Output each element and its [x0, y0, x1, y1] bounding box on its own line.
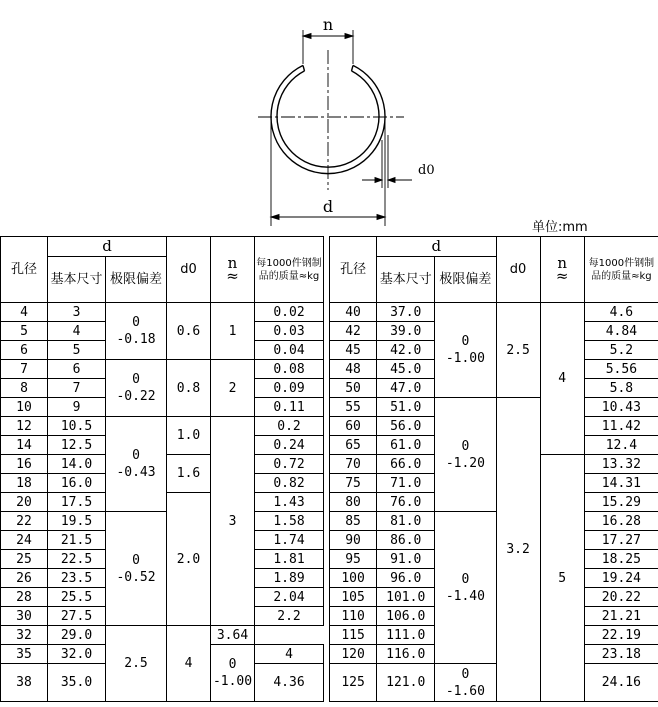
n-arrow-left — [303, 34, 311, 39]
hole-cell: 16 — [1, 455, 48, 474]
hole-cell: 40 — [330, 303, 377, 322]
hole-cell: 45 — [330, 341, 377, 360]
tolerance-cell: 0 -1.20 — [435, 398, 496, 512]
hole-cell: 7 — [1, 360, 48, 379]
ring-end-left — [303, 65, 305, 71]
basic-size-cell: 81.0 — [377, 512, 435, 531]
tolerance-cell: 0 -0.43 — [106, 417, 167, 512]
tolerance-cell: 0 -1.60 — [435, 664, 496, 702]
basic-size-cell: 42.0 — [377, 341, 435, 360]
mass-cell: 2.2 — [255, 607, 324, 626]
mass-cell: 5.2 — [584, 341, 658, 360]
mass-cell: 24.16 — [584, 664, 658, 702]
basic-size-cell: 29.0 — [48, 626, 106, 645]
mass-cell: 21.21 — [584, 607, 658, 626]
mass-cell: 0.11 — [255, 398, 324, 417]
d0-cell: 1.6 — [167, 455, 211, 493]
hole-cell: 20 — [1, 493, 48, 512]
mass-cell: 1.74 — [255, 531, 324, 550]
n-cell: 4 — [167, 626, 211, 702]
header-n-approx: ≈ — [555, 266, 569, 285]
n-cell: 1 — [211, 303, 255, 360]
d-arrow-left — [271, 215, 279, 220]
mass-cell: 18.25 — [584, 550, 658, 569]
n-arrow-right — [345, 34, 353, 39]
mass-cell: 19.24 — [584, 569, 658, 588]
basic-size-cell: 39.0 — [377, 322, 435, 341]
basic-size-cell: 23.5 — [48, 569, 106, 588]
hole-cell: 55 — [330, 398, 377, 417]
basic-size-cell: 3 — [48, 303, 106, 322]
hole-cell: 26 — [1, 569, 48, 588]
d0-cell: 2.5 — [106, 626, 167, 702]
d0-cell: 1.0 — [167, 417, 211, 455]
hole-cell: 35 — [1, 645, 48, 664]
hole-cell: 8 — [1, 379, 48, 398]
header-tolerance: 极限偏差 — [435, 257, 496, 303]
basic-size-cell: 116.0 — [377, 645, 435, 664]
mass-cell: 5.8 — [584, 379, 658, 398]
hole-cell: 90 — [330, 531, 377, 550]
basic-size-cell: 16.0 — [48, 474, 106, 493]
n-cell: 3 — [211, 417, 255, 626]
n-cell: 4 — [540, 303, 584, 455]
basic-size-cell: 61.0 — [377, 436, 435, 455]
header-hole: 孔径 — [1, 237, 48, 303]
mass-cell: 16.28 — [584, 512, 658, 531]
hole-cell: 6 — [1, 341, 48, 360]
basic-size-cell: 47.0 — [377, 379, 435, 398]
tolerance-cell: 0 -1.00 — [211, 645, 255, 702]
basic-size-cell: 51.0 — [377, 398, 435, 417]
d0-arrow-left — [375, 178, 382, 183]
header-n-symbol: n — [557, 253, 568, 272]
hole-cell: 100 — [330, 569, 377, 588]
header-hole: 孔径 — [330, 237, 377, 303]
basic-size-cell: 76.0 — [377, 493, 435, 512]
mass-cell: 15.29 — [584, 493, 658, 512]
mass-cell: 0.24 — [255, 436, 324, 455]
n-cell: 5 — [540, 455, 584, 702]
header-basic-size: 基本尺寸 — [377, 257, 435, 303]
spec-table-right — [329, 236, 658, 702]
mass-cell: 0.02 — [255, 303, 324, 322]
d-arrow-right — [377, 215, 385, 220]
mass-cell: 0.03 — [255, 322, 324, 341]
basic-size-cell: 6 — [48, 360, 106, 379]
basic-size-cell: 45.0 — [377, 360, 435, 379]
basic-size-cell: 10.5 — [48, 417, 106, 436]
hole-cell: 48 — [330, 360, 377, 379]
mass-cell: 0.09 — [255, 379, 324, 398]
hole-cell: 28 — [1, 588, 48, 607]
basic-size-cell: 35.0 — [48, 664, 106, 702]
hole-cell: 65 — [330, 436, 377, 455]
mass-cell: 0.2 — [255, 417, 324, 436]
mass-cell: 2.04 — [255, 588, 324, 607]
basic-size-cell: 96.0 — [377, 569, 435, 588]
hole-cell: 24 — [1, 531, 48, 550]
mass-cell: 1.43 — [255, 493, 324, 512]
mass-cell: 12.4 — [584, 436, 658, 455]
hole-cell: 70 — [330, 455, 377, 474]
basic-size-cell: 14.0 — [48, 455, 106, 474]
d0-cell: 0.6 — [167, 303, 211, 360]
hole-cell: 14 — [1, 436, 48, 455]
hole-cell: 42 — [330, 322, 377, 341]
d0-arrow-right — [388, 178, 395, 183]
header-d: d — [377, 237, 496, 257]
ring-end-right — [352, 65, 354, 71]
hole-cell: 18 — [1, 474, 48, 493]
tolerance-cell: 0 -1.40 — [435, 512, 496, 664]
basic-size-cell: 101.0 — [377, 588, 435, 607]
header-n — [211, 237, 255, 303]
header-n-symbol: n — [227, 253, 238, 272]
basic-size-cell: 111.0 — [377, 626, 435, 645]
mass-cell: 0.72 — [255, 455, 324, 474]
header-d: d — [48, 237, 167, 257]
hole-cell: 5 — [1, 322, 48, 341]
mass-cell: 11.42 — [584, 417, 658, 436]
basic-size-cell: 21.5 — [48, 531, 106, 550]
hole-cell: 12 — [1, 417, 48, 436]
header-n — [540, 237, 584, 303]
hole-cell: 95 — [330, 550, 377, 569]
mass-cell: 0.08 — [255, 360, 324, 379]
hole-cell: 85 — [330, 512, 377, 531]
hole-cell: 110 — [330, 607, 377, 626]
unit-label: 单位:mm — [532, 220, 588, 235]
spec-table-left — [0, 236, 324, 702]
hole-cell: 125 — [330, 664, 377, 702]
basic-size-cell: 71.0 — [377, 474, 435, 493]
d0-label: d0 — [418, 163, 435, 178]
mass-cell: 3.64 — [211, 626, 255, 645]
hole-cell: 105 — [330, 588, 377, 607]
mass-cell: 4.36 — [255, 664, 324, 702]
mass-cell: 1.89 — [255, 569, 324, 588]
mass-cell: 4.6 — [584, 303, 658, 322]
mass-cell: 4.84 — [584, 322, 658, 341]
basic-size-cell: 4 — [48, 322, 106, 341]
hole-cell: 22 — [1, 512, 48, 531]
header-mass: 每1000件钢制品的质量≈kg — [584, 237, 658, 303]
hole-cell: 4 — [1, 303, 48, 322]
basic-size-cell: 37.0 — [377, 303, 435, 322]
n-label: n — [322, 15, 334, 34]
hole-cell: 25 — [1, 550, 48, 569]
hole-cell: 60 — [330, 417, 377, 436]
header-tolerance: 极限偏差 — [106, 257, 167, 303]
header-d0: d0 — [167, 237, 211, 303]
hole-cell: 80 — [330, 493, 377, 512]
mass-cell: 1.58 — [255, 512, 324, 531]
basic-size-cell: 56.0 — [377, 417, 435, 436]
d0-cell: 3.2 — [496, 398, 540, 702]
mass-cell: 14.31 — [584, 474, 658, 493]
d0-cell: 0.8 — [167, 360, 211, 417]
basic-size-cell: 91.0 — [377, 550, 435, 569]
mass-cell: 1.81 — [255, 550, 324, 569]
mass-cell: 22.19 — [584, 626, 658, 645]
hole-cell: 75 — [330, 474, 377, 493]
hole-cell: 30 — [1, 607, 48, 626]
hole-cell: 10 — [1, 398, 48, 417]
mass-cell: 10.43 — [584, 398, 658, 417]
basic-size-cell: 17.5 — [48, 493, 106, 512]
basic-size-cell: 19.5 — [48, 512, 106, 531]
basic-size-cell: 9 — [48, 398, 106, 417]
mass-cell: 0.82 — [255, 474, 324, 493]
mass-cell: 4 — [255, 645, 324, 664]
d-label: d — [322, 197, 334, 216]
mass-cell: 13.32 — [584, 455, 658, 474]
tolerance-cell: 0 -1.00 — [435, 303, 496, 398]
tolerance-cell: 0 -0.22 — [106, 360, 167, 417]
n-cell: 2 — [211, 360, 255, 417]
hole-cell: 115 — [330, 626, 377, 645]
retaining-ring-drawing — [0, 0, 658, 236]
d0-cell: 2.0 — [167, 493, 211, 626]
header-n-approx: ≈ — [226, 266, 239, 285]
basic-size-cell: 7 — [48, 379, 106, 398]
basic-size-cell: 86.0 — [377, 531, 435, 550]
basic-size-cell: 5 — [48, 341, 106, 360]
mass-cell: 23.18 — [584, 645, 658, 664]
mass-cell: 5.56 — [584, 360, 658, 379]
basic-size-cell: 22.5 — [48, 550, 106, 569]
tolerance-cell: 0 -0.52 — [106, 512, 167, 626]
header-basic-size: 基本尺寸 — [48, 257, 106, 303]
hole-cell: 32 — [1, 626, 48, 645]
basic-size-cell: 12.5 — [48, 436, 106, 455]
hole-cell: 120 — [330, 645, 377, 664]
basic-size-cell: 25.5 — [48, 588, 106, 607]
basic-size-cell: 121.0 — [377, 664, 435, 702]
d0-cell: 2.5 — [496, 303, 540, 398]
basic-size-cell: 27.5 — [48, 607, 106, 626]
basic-size-cell: 106.0 — [377, 607, 435, 626]
mass-cell: 20.22 — [584, 588, 658, 607]
hole-cell: 50 — [330, 379, 377, 398]
basic-size-cell: 32.0 — [48, 645, 106, 664]
header-d0: d0 — [496, 237, 540, 303]
mass-cell: 0.04 — [255, 341, 324, 360]
basic-size-cell: 66.0 — [377, 455, 435, 474]
header-mass: 每1000件钢制品的质量≈kg — [255, 237, 324, 303]
mass-cell: 17.27 — [584, 531, 658, 550]
hole-cell: 38 — [1, 664, 48, 702]
tolerance-cell: 0 -0.18 — [106, 303, 167, 360]
